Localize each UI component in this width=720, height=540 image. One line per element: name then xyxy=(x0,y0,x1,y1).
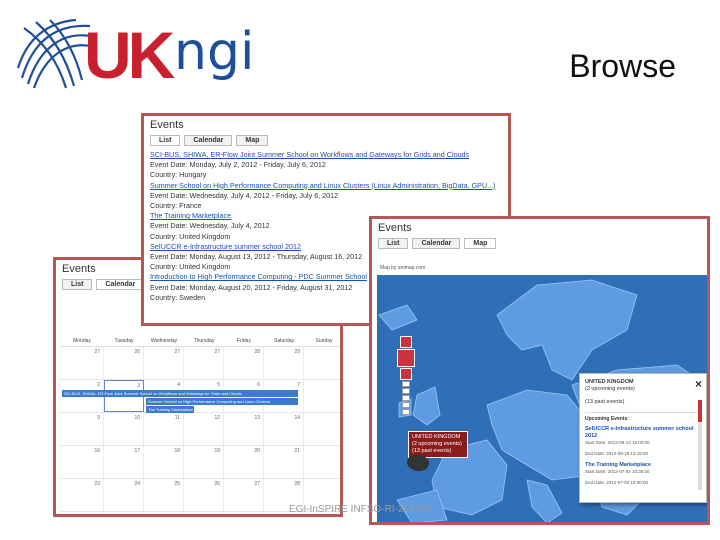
zoom-out-button[interactable] xyxy=(400,368,412,380)
calendar-day-cell[interactable]: 16 xyxy=(60,446,104,478)
calendar-weeks xyxy=(60,347,343,517)
calendar-day-cell[interactable]: 29 xyxy=(264,347,304,379)
popup-scrollbar[interactable] xyxy=(698,400,702,490)
calendar-week-row xyxy=(60,380,343,413)
calendar-day-cell[interactable] xyxy=(304,347,343,379)
calendar-day-cell[interactable]: 28 xyxy=(264,479,304,511)
calendar-day-cell[interactable]: 30 xyxy=(60,512,104,517)
calendar-week-row xyxy=(60,347,343,380)
map-view-screenshot xyxy=(369,216,710,525)
event-detail: Event Date: Monday, August 13, 2012 - Thursday, August 16, 2012 xyxy=(150,252,363,262)
calendar-day-cell[interactable]: 7 xyxy=(264,380,304,412)
event-detail: Country: United Kingdom xyxy=(150,262,231,272)
calendar-week-row xyxy=(60,413,343,446)
zoom-slider-step[interactable] xyxy=(402,395,410,401)
zoom-slider-step[interactable] xyxy=(402,388,410,394)
popup-event-end: End Date: 2012-07-04 16:00:00 xyxy=(585,480,649,485)
event-title-link[interactable]: Introduction to High Performance Computing - PDC Summer School xyxy=(150,272,367,282)
popup-event-start: Start Date: 2012-07-04 10:30:00 xyxy=(585,469,650,474)
tab-calendar[interactable]: Calendar xyxy=(96,279,144,290)
calendar-day-cell[interactable]: 27 xyxy=(224,479,264,511)
europe-map[interactable] xyxy=(377,275,707,523)
calendar-day-cell[interactable]: 27 xyxy=(144,347,184,379)
calendar-day-cell[interactable]: 25 xyxy=(144,479,184,511)
list-events-title: Events xyxy=(150,119,184,131)
map-credit: Map by ammap.com xyxy=(380,265,426,271)
calendar-day-cell[interactable]: 26 xyxy=(184,479,224,511)
zoom-slider-step[interactable] xyxy=(402,409,410,415)
event-detail: Country: United Kingdom xyxy=(150,231,231,241)
calendar-day-cell[interactable]: 26 xyxy=(104,347,144,379)
tab-calendar[interactable]: Calendar xyxy=(184,135,232,146)
calendar-day-cell[interactable]: 17 xyxy=(104,446,144,478)
uk-map-marker[interactable] xyxy=(407,455,429,471)
event-title-link[interactable]: SCI-BUS, SHIWA, ER-Flow Joint Summer School on Workflows and Gateways for Grids and Clouds xyxy=(150,150,470,159)
event-detail: Event Date: Monday, July 2, 2012 - Friday, July 6, 2012 xyxy=(150,160,326,170)
calendar-day-cell[interactable]: 18 xyxy=(144,446,184,478)
popup-past-count: (13 past events) xyxy=(585,399,625,405)
tab-list[interactable]: List xyxy=(378,238,408,249)
event-detail: Event Date: Monday, August 20, 2012 - Friday, August 31, 2012 xyxy=(150,282,353,292)
calendar-day-cell[interactable]: 1 xyxy=(144,512,184,517)
calendar-day-cell[interactable]: 2 xyxy=(60,380,104,412)
calendar-day-cell[interactable]: 14 xyxy=(264,413,304,445)
popup-upcoming-count: (2 upcoming events) xyxy=(585,386,635,392)
calendar-grid xyxy=(60,336,343,517)
calendar-day-cell[interactable]: 4 xyxy=(264,512,304,517)
calendar-day-cell[interactable]: 21 xyxy=(264,446,304,478)
event-title-link[interactable]: SeIUCCR e-Infrastructure summer school 2012 xyxy=(150,241,301,251)
calendar-day-cell[interactable]: 3 xyxy=(104,380,144,412)
event-title-link[interactable]: Summer School on High Performance Computing and Linux Clusters (Linux Administration, BigData, GPU...) xyxy=(150,180,496,190)
popup-section-title: Upcoming Events: xyxy=(585,412,701,422)
event-title-link[interactable]: The Training Marketplace xyxy=(150,211,232,221)
calendar-event-bar[interactable]: SCI-BUS, SHIWA, ER-Flow Joint Summer School on Workflows and Gateways for Grids and Clouds xyxy=(62,390,298,397)
calendar-day-cell[interactable] xyxy=(304,380,343,412)
globe-lines-icon xyxy=(14,18,94,90)
calendar-day-cell[interactable]: 13 xyxy=(224,413,264,445)
weekday-label: Tuesday xyxy=(114,338,134,344)
tab-list[interactable]: List xyxy=(150,135,180,146)
calendar-day-cell[interactable]: 3 xyxy=(224,512,264,517)
calendar-day-cell[interactable]: 31 xyxy=(104,512,144,517)
popup-event-end: End Date: 2012-08-16 13:15:00 xyxy=(585,451,649,456)
map-zoom-control xyxy=(397,335,415,416)
tab-calendar[interactable]: Calendar xyxy=(412,238,460,249)
calendar-week-row xyxy=(60,446,343,479)
weekday-label: Saturday xyxy=(273,338,294,344)
zoom-slider-step[interactable] xyxy=(402,402,410,408)
zoom-slider-step[interactable] xyxy=(402,381,410,387)
zoom-in-button[interactable] xyxy=(400,336,412,348)
calendar-day-cell[interactable]: 2 xyxy=(184,512,224,517)
calendar-day-cell[interactable]: 9 xyxy=(60,413,104,445)
tab-map[interactable]: Map xyxy=(236,135,268,146)
calendar-day-cell[interactable]: 24 xyxy=(104,479,144,511)
calendar-day-cell[interactable]: 11 xyxy=(144,413,184,445)
calendar-day-cell[interactable]: 27 xyxy=(184,347,224,379)
calendar-day-cell[interactable]: 23 xyxy=(60,479,104,511)
event-detail: Event Date: Wednesday, July 4, 2012 xyxy=(150,221,270,231)
calendar-day-cell[interactable]: 10 xyxy=(104,413,144,445)
tab-list[interactable]: List xyxy=(62,279,92,290)
event-detail: Event Date: Wednesday, July 4, 2012 - Friday, July 6, 2012 xyxy=(150,190,339,200)
calendar-day-cell[interactable]: 19 xyxy=(184,446,224,478)
weekday-label: Monday xyxy=(73,338,91,344)
weekday-label: Friday xyxy=(237,338,251,344)
logo-text-uk: UK xyxy=(84,18,172,92)
calendar-day-cell[interactable]: 20 xyxy=(224,446,264,478)
calendar-day-cell[interactable]: 6 xyxy=(224,380,264,412)
footer-text: EGI-InSPIRE INFSO-RI-261323 xyxy=(289,504,432,515)
map-tabs xyxy=(372,234,707,253)
weekday-label: Wednesday xyxy=(150,338,178,344)
weekday-label: Thursday xyxy=(193,338,215,344)
event-detail: Country: Hungary xyxy=(150,170,207,180)
calendar-day-cell[interactable]: 12 xyxy=(184,413,224,445)
weekday-label: Sunday xyxy=(315,338,333,344)
calendar-day-cell[interactable]: 4 xyxy=(144,380,184,412)
ukngi-logo xyxy=(14,18,255,92)
popup-close-button[interactable]: × xyxy=(694,377,702,391)
calendar-event-bar[interactable]: The Training Marketplace xyxy=(148,407,194,412)
calendar-day-cell[interactable]: 28 xyxy=(224,347,264,379)
popup-country: UNITED KINGDOM xyxy=(585,379,634,385)
calendar-day-cell[interactable] xyxy=(304,413,343,445)
pan-control[interactable] xyxy=(397,349,415,367)
popup-event-link[interactable]: The Training Marketplace xyxy=(585,462,652,468)
event-detail: Country: France xyxy=(150,201,202,211)
uk-marker-label[interactable]: UNITED KINGDOM (2 upcoming events) (13 past events) xyxy=(408,431,468,458)
calendar-day-cell[interactable]: 5 xyxy=(184,380,224,412)
calendar-weekday-header xyxy=(60,336,343,347)
map-events-title: Events xyxy=(378,222,412,234)
popup-event-start: Start Date: 2012-08-13 15:00:00 xyxy=(585,440,650,445)
popup-event-link[interactable]: SeIUCCR e-Infrastructure summer school 2012 xyxy=(585,426,694,439)
calendar-event-bar[interactable]: Summer School on High Performance Computing and Linux Clusters xyxy=(146,398,298,405)
calendar-events-title: Events xyxy=(62,263,96,275)
list-tabs xyxy=(144,131,508,150)
calendar-day-cell[interactable]: 27 xyxy=(60,347,104,379)
slide-title: Browse xyxy=(569,48,676,84)
calendar-day-cell[interactable] xyxy=(304,446,343,478)
country-popup xyxy=(579,373,707,503)
logo-text-ngi: ngi xyxy=(174,22,255,82)
event-detail: Country: Sweden xyxy=(150,292,206,302)
tab-map[interactable]: Map xyxy=(464,238,496,249)
